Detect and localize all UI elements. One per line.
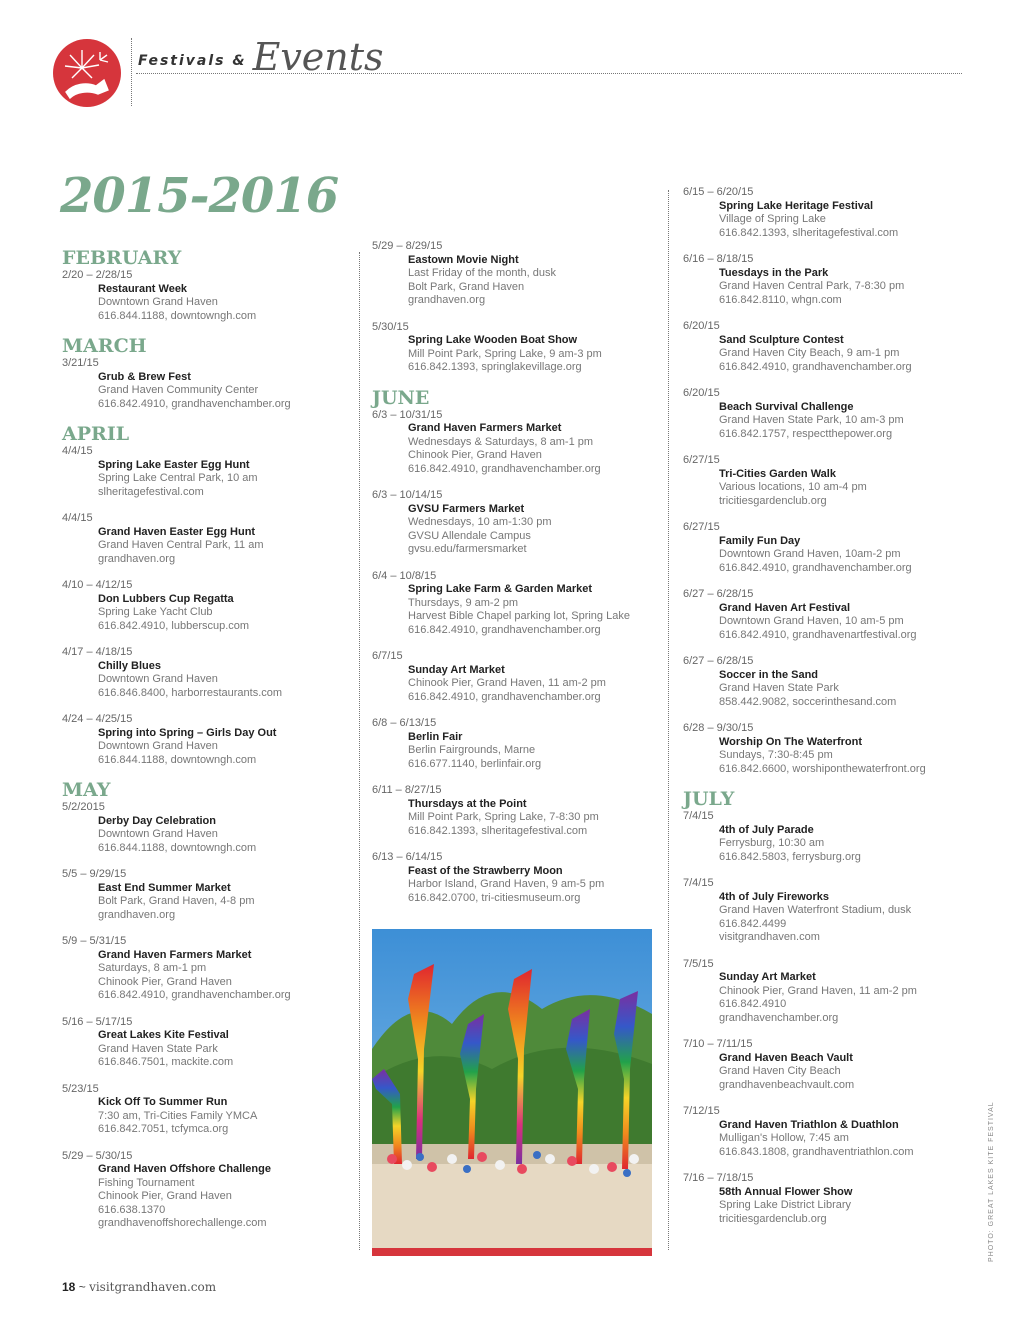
page-footer xyxy=(62,1280,216,1294)
event-date: 6/27 – 6/28/15 xyxy=(683,588,754,600)
event-title: Grand Haven Offshore Challenge xyxy=(98,1163,271,1175)
event-title: Grand Haven Art Festival xyxy=(719,601,851,614)
event-entry xyxy=(683,655,973,709)
event-date: 2/20 – 2/28/15 xyxy=(62,269,133,281)
event-detail-line: gvsu.edu/farmersmarket xyxy=(408,543,527,555)
event-title: Tuesdays in the Park xyxy=(719,266,829,279)
event-date: 3/21/15 xyxy=(62,357,99,369)
event-details xyxy=(719,535,973,576)
event-entry xyxy=(683,1105,973,1159)
event-detail-line: Mill Point Park, Spring Lake, 7-8:30 pm xyxy=(408,811,599,823)
section-header-right: Events xyxy=(252,35,384,79)
event-entry xyxy=(372,570,657,638)
event-detail-line: Grand Haven State Park xyxy=(98,1042,218,1055)
event-detail-line: tricitiesgardenclub.org xyxy=(719,494,827,507)
event-date: 6/27 – 6/28/15 xyxy=(683,655,754,667)
section-header-left: Festivals & xyxy=(138,53,247,69)
event-detail-line: 616.842.4910, grandhavenchamber.org xyxy=(408,623,601,636)
event-date: 5/30/15 xyxy=(372,320,409,333)
event-title: Spring Lake Heritage Festival xyxy=(719,199,874,212)
event-detail-line: 616.844.1188, downtowngh.com xyxy=(98,841,257,854)
event-entry xyxy=(372,240,657,308)
event-details xyxy=(98,660,342,701)
event-detail-line: 616.842.4910, lubberscup.com xyxy=(98,619,250,632)
event-entry xyxy=(62,713,342,767)
event-date: 6/7/15 xyxy=(372,650,403,662)
event-date: 6/11 – 8/27/15 xyxy=(372,784,442,796)
event-details xyxy=(408,798,657,839)
event-title: Kick Off To Summer Run xyxy=(98,1096,228,1108)
event-detail-line: grandhaven.org xyxy=(98,908,176,921)
event-date: 5/9 – 5/31/15 xyxy=(62,935,127,947)
event-detail-line: Downtown Grand Haven, 10am-2 pm xyxy=(719,548,901,560)
event-title: Tri-Cities Garden Walk xyxy=(719,467,836,480)
event-entry xyxy=(683,521,973,575)
event-details xyxy=(408,865,657,906)
event-detail-line: Chinook Pier, Grand Haven, 11 am-2 pm xyxy=(719,984,917,997)
event-detail-line: Village of Spring Lake xyxy=(719,213,826,225)
event-detail-line: 616.846.8400, harborrestaurants.com xyxy=(98,686,283,699)
event-entry xyxy=(683,722,973,776)
column-divider xyxy=(668,190,669,1250)
event-detail-line: Chinook Pier, Grand Haven, 11 am-2 pm xyxy=(408,677,606,689)
event-details xyxy=(719,736,973,777)
event-date: 4/4/15 xyxy=(62,445,93,457)
event-date: 5/2/2015 xyxy=(62,801,105,813)
column-divider xyxy=(359,252,360,1250)
event-details xyxy=(719,1186,973,1227)
event-date: 4/17 – 4/18/15 xyxy=(62,646,133,658)
event-detail-line: 616.842.1393, slheritagefestival.com xyxy=(408,824,588,837)
event-entry xyxy=(372,489,657,557)
event-date: 4/10 – 4/12/15 xyxy=(62,579,133,591)
event-date: 7/5/15 xyxy=(683,957,714,970)
event-detail-line: 616.842.4910, grandhavenchamber.org xyxy=(719,360,912,373)
event-detail-line: Various locations, 10 am-4 pm xyxy=(719,481,867,493)
event-title: East End Summer Market xyxy=(98,881,231,894)
event-detail-line: Downtown Grand Haven xyxy=(98,673,218,685)
event-title: Great Lakes Kite Festival xyxy=(98,1029,229,1041)
event-detail-line: 616.842.6600, worshiponthewaterfront.org xyxy=(719,762,926,775)
event-details xyxy=(98,1163,342,1231)
event-detail-line: 616.846.7501, mackite.com xyxy=(98,1056,234,1068)
event-detail-line: Berlin Fairgrounds, Marne xyxy=(408,744,536,756)
event-date: 7/4/15 xyxy=(683,810,714,822)
event-detail-line: grandhavenoffshorechallenge.com xyxy=(98,1217,267,1229)
event-details xyxy=(408,583,657,637)
kite-festival-photo xyxy=(372,929,652,1256)
event-entry xyxy=(683,320,973,374)
event-detail-line: 616.842.4910, grandhavenchamber.org xyxy=(408,462,601,475)
event-entry xyxy=(62,357,342,411)
event-detail-line: Spring Lake District Library xyxy=(719,1199,852,1211)
event-title: Berlin Fair xyxy=(408,730,463,743)
event-detail-line: Downtown Grand Haven xyxy=(98,740,218,752)
event-detail-line: Wednesdays & Saturdays, 8 am-1 pm xyxy=(408,435,594,448)
events-column-3 xyxy=(683,186,973,1239)
event-detail-line: Harbor Island, Grand Haven, 9 am-5 pm xyxy=(408,878,605,890)
event-details xyxy=(719,1119,973,1160)
event-detail-line: grandhavenchamber.org xyxy=(719,1011,839,1024)
event-detail-line: Grand Haven Central Park, 11 am xyxy=(98,539,264,551)
event-entry xyxy=(372,409,657,477)
event-detail-line: Grand Haven Central Park, 7-8:30 pm xyxy=(719,280,905,292)
event-title: Spring Lake Farm & Garden Market xyxy=(408,583,592,595)
event-entry xyxy=(62,512,342,566)
event-detail-line: Grand Haven City Beach xyxy=(719,1065,841,1077)
event-detail-line: Sundays, 7:30-8:45 pm xyxy=(719,749,833,761)
event-details xyxy=(408,503,657,557)
event-title: Sunday Art Market xyxy=(719,971,816,983)
event-date: 7/4/15 xyxy=(683,877,714,889)
month-heading: FEBRUARY xyxy=(62,247,182,269)
event-detail-line: GVSU Allendale Campus xyxy=(408,529,531,542)
header-divider-horizontal xyxy=(136,73,962,74)
event-detail-line: 616.842.4910 xyxy=(719,998,787,1010)
event-title: Derby Day Celebration xyxy=(98,814,216,827)
event-entry xyxy=(62,445,342,499)
month-heading: APRIL xyxy=(62,423,130,445)
event-date: 5/29 – 5/30/15 xyxy=(62,1149,133,1162)
event-details xyxy=(98,459,342,500)
event-entry xyxy=(62,868,342,922)
event-date: 5/23/15 xyxy=(62,1082,99,1095)
event-date: 5/29 – 8/29/15 xyxy=(372,240,443,252)
event-detail-line: 616.842.4910, grandhavenchamber.org xyxy=(719,561,912,574)
event-detail-line: Bolt Park, Grand Haven, 4-8 pm xyxy=(98,895,255,907)
event-detail-line: 616.844.1188, downtowngh.com xyxy=(98,309,257,322)
event-detail-line: Last Friday of the month, dusk xyxy=(408,267,556,279)
page-number: 18 xyxy=(62,1280,76,1294)
section-header xyxy=(138,30,384,79)
event-detail-line: Chinook Pier, Grand Haven xyxy=(98,1190,232,1202)
event-detail-line: Mulligan's Hollow, 7:45 am xyxy=(719,1132,849,1144)
event-details xyxy=(719,334,973,375)
event-title: Thursdays at the Point xyxy=(408,797,527,810)
event-detail-line: 616.842.4910, grandhavenchamber.org xyxy=(98,397,291,410)
event-date: 6/8 – 6/13/15 xyxy=(372,717,437,729)
event-entry xyxy=(62,579,342,633)
photo-credit-text: PHOTO: GREAT LAKES KITE FESTIVAL xyxy=(988,1101,995,1262)
photo-credit xyxy=(988,1101,1000,1262)
event-detail-line: Grand Haven Community Center xyxy=(98,384,259,396)
events-column-1 xyxy=(62,248,342,1244)
month-heading: MARCH xyxy=(62,335,147,357)
event-title: Grand Haven Farmers Market xyxy=(408,422,562,434)
event-details xyxy=(98,526,342,567)
event-date: 7/16 – 7/18/15 xyxy=(683,1172,754,1184)
event-detail-line: Downtown Grand Haven xyxy=(98,828,218,840)
event-details xyxy=(98,1096,342,1137)
photo-accent-bar xyxy=(372,1248,652,1256)
event-detail-line: 616.842.4910, grandhavenchamber.org xyxy=(98,989,291,1001)
event-detail-line: 616.842.4910, grandhavenartfestival.org xyxy=(719,628,917,641)
event-detail-line: Downtown Grand Haven, 10 am-5 pm xyxy=(719,615,904,627)
event-title: 4th of July Parade xyxy=(719,823,814,836)
event-details xyxy=(719,669,973,710)
event-title: Grand Haven Farmers Market xyxy=(98,948,252,961)
events-column-2 xyxy=(372,240,657,918)
footer-separator: ~ xyxy=(78,1280,86,1294)
event-detail-line: grandhavenbeachvault.com xyxy=(719,1078,855,1091)
event-detail-line: 616.843.1808, grandhaventriathlon.com xyxy=(719,1145,914,1158)
event-detail-line: 858.442.9082, soccerinthesand.com xyxy=(719,695,897,708)
event-date: 7/10 – 7/11/15 xyxy=(683,1038,753,1050)
event-details xyxy=(98,371,342,412)
event-date: 6/4 – 10/8/15 xyxy=(372,569,437,582)
event-details xyxy=(719,971,973,1025)
event-detail-line: 616.844.1188, downtowngh.com xyxy=(98,753,257,766)
event-detail-line: Grand Haven Waterfront Stadium, dusk xyxy=(719,904,912,916)
event-entry xyxy=(372,650,657,704)
festival-fireworks-logo-icon xyxy=(52,38,122,108)
event-detail-line: Bolt Park, Grand Haven xyxy=(408,280,525,293)
event-details xyxy=(719,824,973,865)
event-detail-line: Chinook Pier, Grand Haven xyxy=(98,975,232,988)
event-date: 4/4/15 xyxy=(62,512,93,524)
event-detail-line: Spring Lake Yacht Club xyxy=(98,606,213,618)
event-entry xyxy=(683,1172,973,1226)
month-heading: JUNE xyxy=(372,386,430,409)
event-details xyxy=(719,200,973,241)
event-entry xyxy=(683,588,973,642)
event-date: 4/24 – 4/25/15 xyxy=(62,713,133,725)
event-detail-line: slheritagefestival.com xyxy=(98,485,204,498)
event-entry xyxy=(372,784,657,838)
event-entry xyxy=(62,1016,342,1070)
year-title: 2015-2016 xyxy=(60,168,339,224)
event-details xyxy=(719,401,973,442)
event-detail-line: 616.842.5803, ferrysburg.org xyxy=(719,850,861,863)
event-date: 6/3 – 10/31/15 xyxy=(372,408,443,421)
month-heading: MAY xyxy=(62,779,111,801)
event-date: 6/27/15 xyxy=(683,454,720,466)
event-date: 5/5 – 9/29/15 xyxy=(62,868,127,880)
event-title: Spring Lake Wooden Boat Show xyxy=(408,334,578,346)
event-detail-line: 616.842.1393, slheritagefestival.com xyxy=(719,226,899,239)
event-detail-line: 616.842.7051, tcfymca.org xyxy=(98,1123,229,1135)
event-title: Grand Haven Easter Egg Hunt xyxy=(98,525,256,538)
event-detail-line: grandhaven.org xyxy=(408,294,486,306)
event-entry xyxy=(372,717,657,771)
event-title: Family Fun Day xyxy=(719,534,801,547)
event-title: Sand Sculpture Contest xyxy=(719,333,844,346)
event-title: Grub & Brew Fest xyxy=(98,370,191,383)
event-detail-line: 616.842.1393, springlakevillage.org xyxy=(408,361,582,373)
event-details xyxy=(98,1029,342,1070)
event-entry xyxy=(62,646,342,700)
event-detail-line: 616.842.4499 xyxy=(719,917,787,930)
event-title: Feast of the Strawberry Moon xyxy=(408,864,563,877)
event-detail-line: Grand Haven State Park xyxy=(719,682,839,694)
event-date: 5/16 – 5/17/15 xyxy=(62,1015,133,1028)
event-title: 4th of July Fireworks xyxy=(719,890,830,903)
event-entry xyxy=(62,1150,342,1231)
event-title: Chilly Blues xyxy=(98,659,161,672)
event-detail-line: 616.842.8110, whgn.com xyxy=(719,293,842,306)
event-title: Spring into Spring – Girls Day Out xyxy=(98,726,277,739)
event-details xyxy=(98,882,342,923)
event-title: Grand Haven Triathlon & Duathlon xyxy=(719,1118,899,1131)
event-title: Spring Lake Easter Egg Hunt xyxy=(98,458,250,471)
event-detail-line: 616.842.1757, respectthepower.org xyxy=(719,427,893,440)
event-entry xyxy=(683,1038,973,1092)
event-detail-line: tricitiesgardenclub.org xyxy=(719,1212,827,1225)
event-detail-line: Fishing Tournament xyxy=(98,1176,195,1189)
event-title: Soccer in the Sand xyxy=(719,668,819,681)
event-entry xyxy=(62,269,342,323)
event-details xyxy=(719,891,973,945)
event-entry xyxy=(372,851,657,905)
event-date: 6/13 – 6/14/15 xyxy=(372,851,443,863)
event-title: 58th Annual Flower Show xyxy=(719,1185,853,1198)
event-entry xyxy=(62,1083,342,1137)
event-detail-line: Harvest Bible Chapel parking lot, Spring Lake xyxy=(408,610,630,622)
event-details xyxy=(719,468,973,509)
footer-website: visitgrandhaven.com xyxy=(89,1280,217,1294)
event-detail-line: 616.842.0700, tri-citiesmuseum.org xyxy=(408,891,581,904)
event-date: 7/12/15 xyxy=(683,1105,720,1117)
event-entry xyxy=(62,801,342,855)
event-detail-line: Mill Point Park, Spring Lake, 9 am-3 pm xyxy=(408,347,602,360)
event-entry xyxy=(683,958,973,1026)
event-detail-line: 616.638.1370 xyxy=(98,1203,166,1216)
event-detail-line: Spring Lake Central Park, 10 am xyxy=(98,472,258,484)
event-title: Grand Haven Beach Vault xyxy=(719,1051,853,1064)
event-entry xyxy=(372,321,657,375)
event-entry xyxy=(683,253,973,307)
event-title: Sunday Art Market xyxy=(408,663,505,676)
event-details xyxy=(98,815,342,856)
event-detail-line: 7:30 am, Tri-Cities Family YMCA xyxy=(98,1109,258,1122)
event-entry xyxy=(683,810,973,864)
event-date: 6/3 – 10/14/15 xyxy=(372,489,443,501)
event-details xyxy=(98,949,342,1003)
event-details xyxy=(408,664,657,705)
event-details xyxy=(719,602,973,643)
event-detail-line: Grand Haven State Park, 10 am-3 pm xyxy=(719,414,904,426)
event-detail-line: Ferrysburg, 10:30 am xyxy=(719,837,825,849)
event-entry xyxy=(683,454,973,508)
event-date: 6/20/15 xyxy=(683,387,720,399)
event-detail-line: Saturdays, 8 am-1 pm xyxy=(98,962,207,974)
event-entry xyxy=(683,877,973,945)
event-details xyxy=(408,422,657,476)
event-details xyxy=(408,731,657,772)
event-detail-line: Downtown Grand Haven xyxy=(98,296,218,308)
event-date: 6/27/15 xyxy=(683,521,720,533)
event-entry xyxy=(683,186,973,240)
event-detail-line: Chinook Pier, Grand Haven xyxy=(408,449,542,461)
event-entry xyxy=(683,387,973,441)
event-title: Don Lubbers Cup Regatta xyxy=(98,592,234,605)
header-divider-vertical xyxy=(131,38,132,106)
event-detail-line: 616.842.4910, grandhavenchamber.org xyxy=(408,690,601,703)
event-detail-line: Wednesdays, 10 am-1:30 pm xyxy=(408,516,552,528)
event-detail-line: visitgrandhaven.com xyxy=(719,931,820,943)
event-entry xyxy=(62,935,342,1003)
event-details xyxy=(408,334,657,375)
event-title: Restaurant Week xyxy=(98,282,188,295)
event-detail-line: grandhaven.org xyxy=(98,552,176,565)
event-date: 6/28 – 9/30/15 xyxy=(683,722,754,734)
month-heading: JULY xyxy=(683,788,735,810)
event-details xyxy=(98,283,342,324)
event-details xyxy=(408,254,657,308)
event-details xyxy=(719,1052,973,1093)
event-date: 6/20/15 xyxy=(683,320,720,332)
event-title: GVSU Farmers Market xyxy=(408,502,525,515)
event-details xyxy=(98,727,342,768)
event-title: Worship On The Waterfront xyxy=(719,735,862,748)
event-title: Beach Survival Challenge xyxy=(719,400,854,413)
event-details xyxy=(719,267,973,308)
event-detail-line: 616.677.1140, berlinfair.org xyxy=(408,757,542,770)
event-detail-line: Thursdays, 9 am-2 pm xyxy=(408,596,519,609)
event-date: 6/15 – 6/20/15 xyxy=(683,186,754,198)
event-detail-line: Grand Haven City Beach, 9 am-1 pm xyxy=(719,347,900,359)
event-title: Eastown Movie Night xyxy=(408,253,519,266)
event-date: 6/16 – 8/18/15 xyxy=(683,253,754,265)
event-details xyxy=(98,593,342,634)
